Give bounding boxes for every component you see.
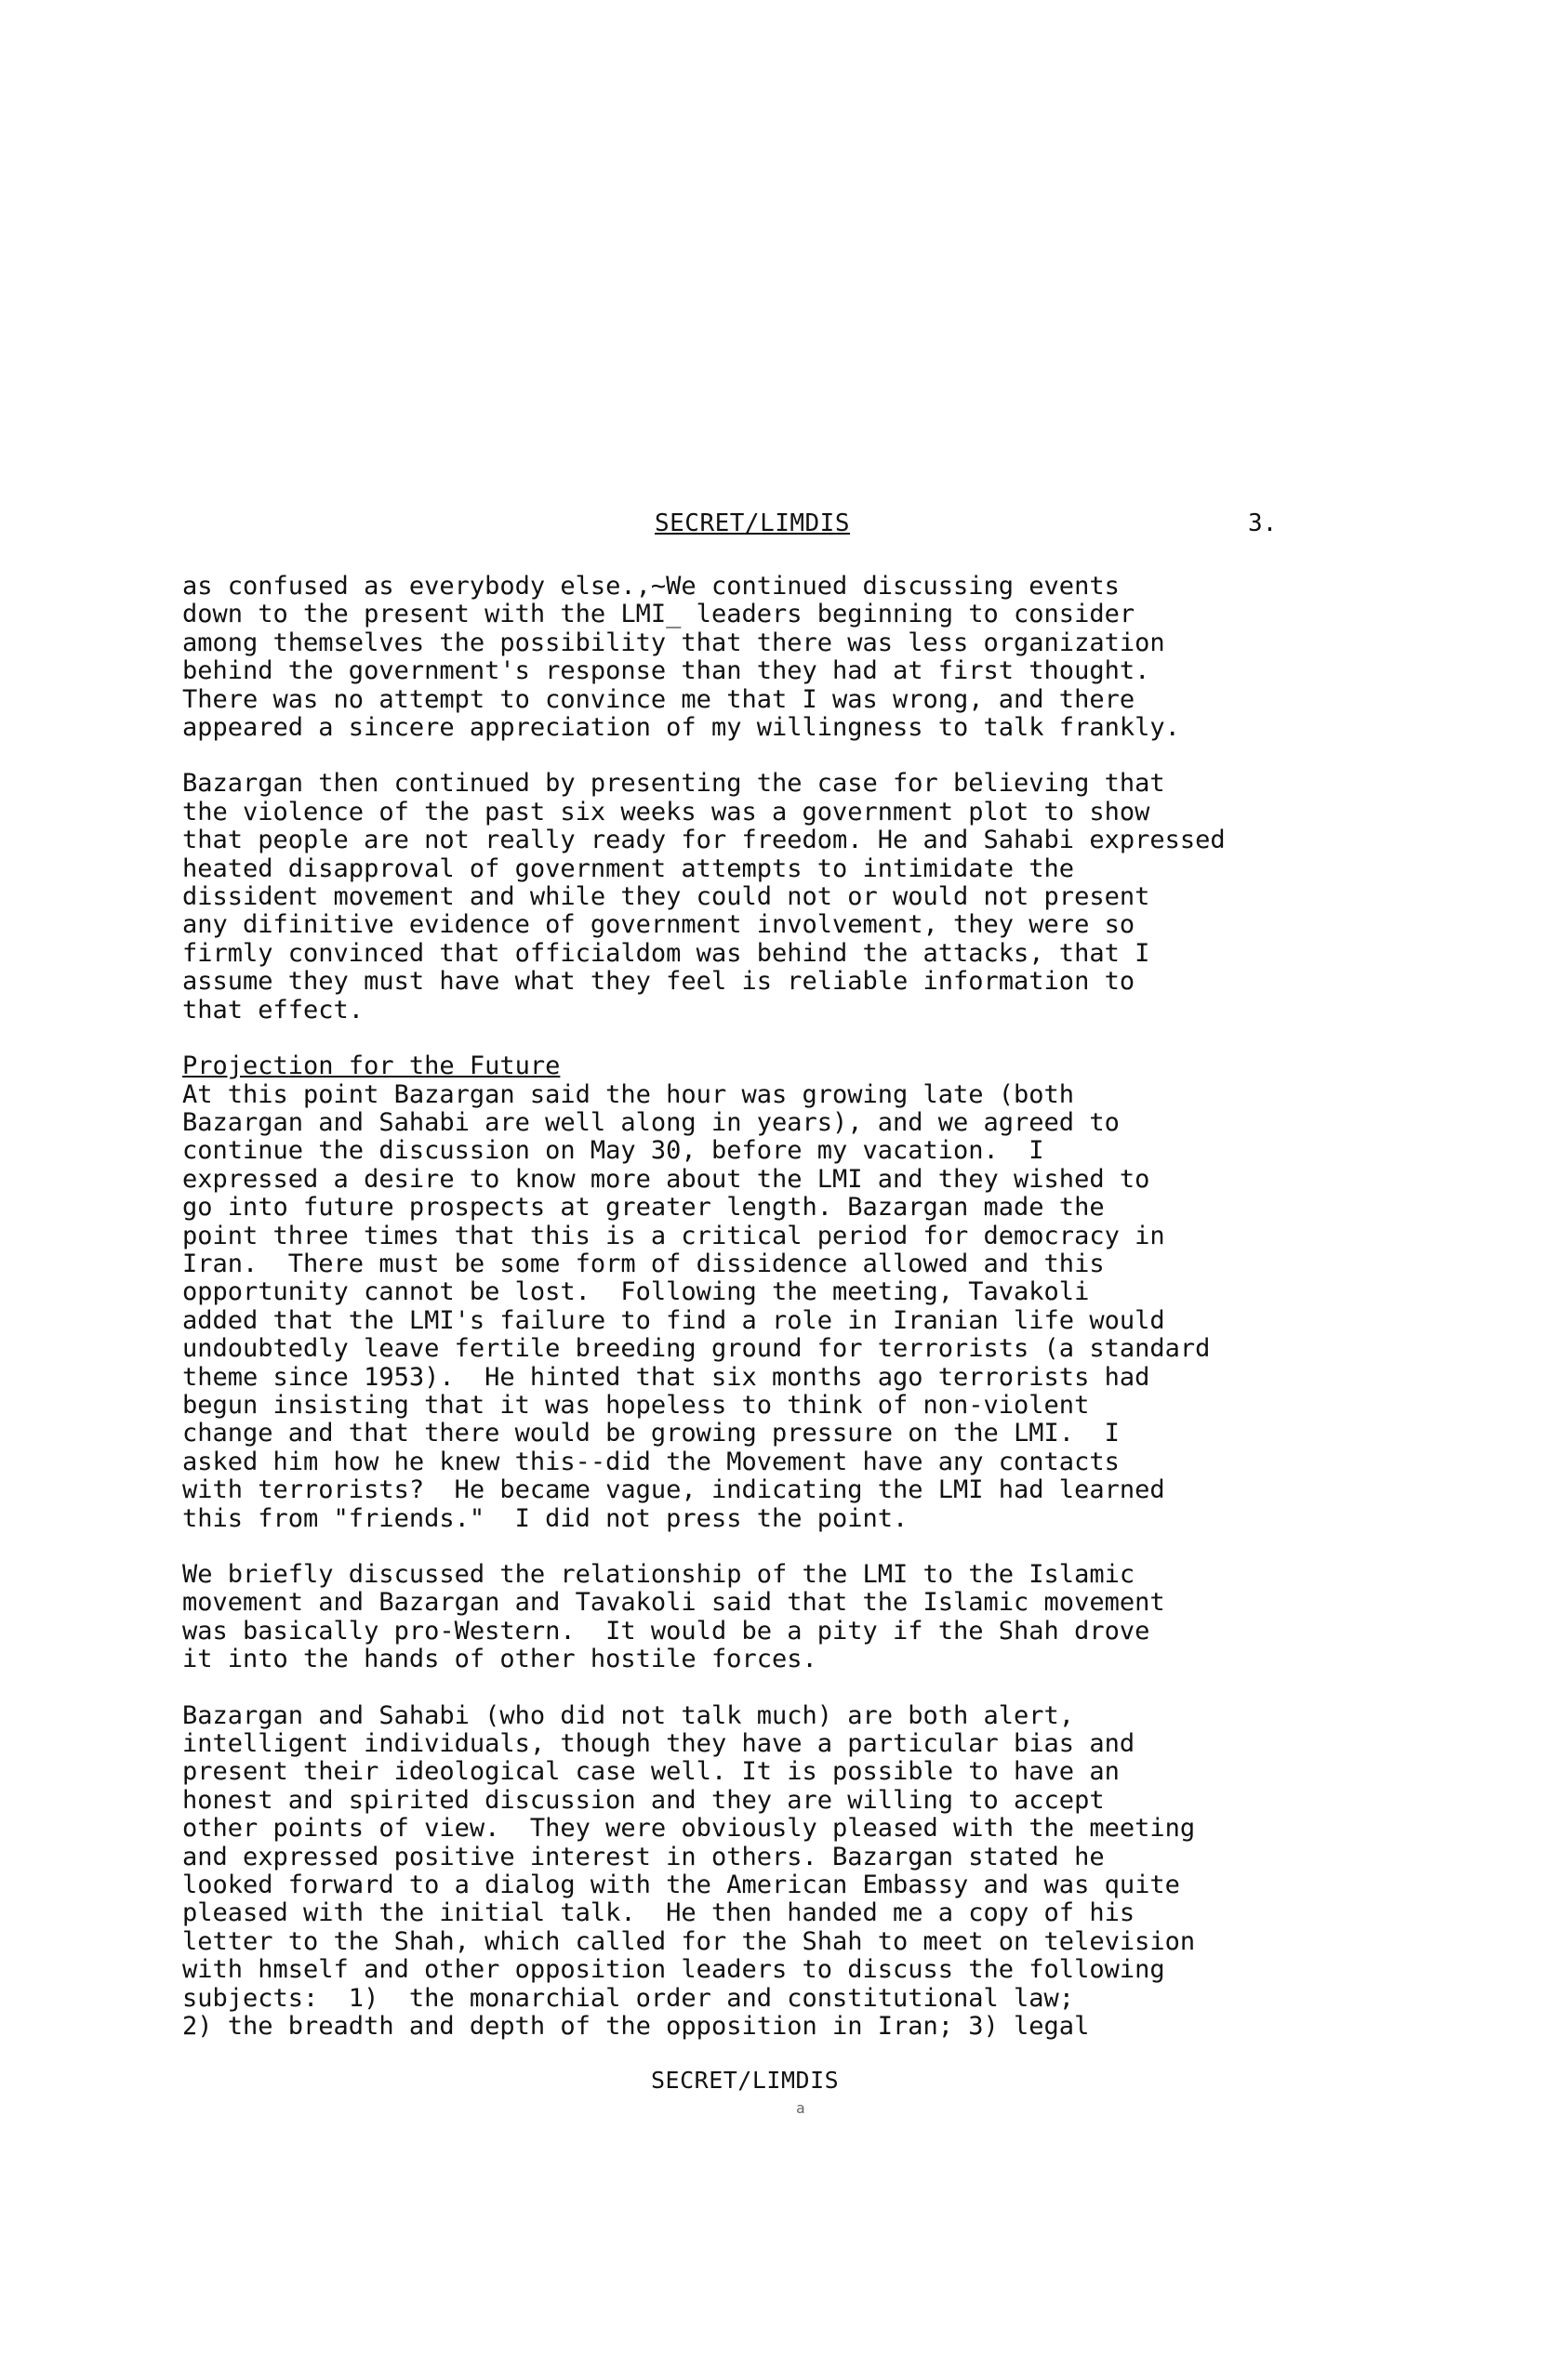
text-line: At this point Bazargan said the hour was growing late (both [182, 1079, 1075, 1109]
paragraph [182, 1052, 1363, 1533]
text-line: change and that there would be growing pressure on the LMI. I [182, 1419, 1120, 1448]
text-line: pleased with the initial talk. He then handed me a copy of his [182, 1898, 1135, 1928]
text-line: go into future prospects at greater length. Bazargan made the [182, 1193, 1105, 1223]
text-line: Bazargan and Sahabi are well along in years), and we agreed to [182, 1107, 1120, 1137]
text-line: firmly convinced that officialdom was behind the attacks, that I [182, 938, 1150, 968]
text-line: Iran. There must be some form of dissidence allowed and this [182, 1249, 1105, 1278]
paragraph [182, 1561, 1363, 1674]
text-line: expressed a desire to know more about the LMI and they wished to [182, 1164, 1150, 1194]
text-line: other points of view. They were obviously pleased with the meeting [182, 1814, 1196, 1844]
text-line: heated disapproval of government attempts to intimidate the [182, 853, 1075, 883]
text-line: continue the discussion on May 30, before my vacation. I [182, 1136, 1044, 1166]
text-line: movement and Bazargan and Tavakoli said that the Islamic movement [182, 1588, 1165, 1618]
text-line: There was no attempt to convince me that I was wrong, and there [182, 684, 1135, 714]
document-body [182, 573, 1363, 2069]
text-line: dissident movement and while they could not or would not present [182, 882, 1150, 912]
text-line: 2) the breadth and depth of the opposition in Iran; 3) legal [182, 2012, 1090, 2042]
header-classification: SECRET/LIMDIS [655, 509, 850, 537]
text-line: subjects: 1) the monarchial order and constitutional law; [182, 1983, 1075, 2013]
text-line: added that the LMI's failure to find a role in Iranian life would [182, 1305, 1165, 1335]
text-line: theme since 1953). He hinted that six months ago terrorists had [182, 1362, 1150, 1392]
text-line: this from "friends." I did not press the point. [182, 1503, 909, 1533]
paragraph [182, 1702, 1363, 2042]
page-number: 3. [1248, 509, 1278, 537]
text-line: asked him how he knew this--did the Movement have any contacts [182, 1447, 1120, 1476]
text-line: that effect. [182, 995, 365, 1025]
text-line: Bazargan and Sahabi (who did not talk much) are both alert, [182, 1700, 1075, 1730]
text-line: begun insisting that it was hopeless to think of non-violent [182, 1390, 1090, 1420]
text-line: down to the present with the LMI_ leaders beginning to consider [182, 600, 1135, 629]
text-line: We briefly discussed the relationship of the LMI to the Islamic [182, 1560, 1135, 1589]
text-line: and expressed positive interest in others. Bazargan stated he [182, 1842, 1105, 1871]
footer-classification: SECRET/LIMDIS [651, 2067, 840, 2094]
text-line: opportunity cannot be lost. Following the meeting, Tavakoli [182, 1277, 1090, 1307]
text-line: appeared a sincere appreciation of my willingness to talk frankly. [182, 713, 1180, 743]
text-line: as confused as everybody else.,~We continued discussing events [182, 572, 1120, 601]
text-line: letter to the Shah, which called for the Shah to meet on television [182, 1926, 1196, 1956]
text-line: assume they must have what they feel is reliable information to [182, 967, 1135, 997]
text-line: point three times that this is a critical period for democracy in [182, 1221, 1165, 1250]
text-line: with hmself and other opposition leaders to discuss the following [182, 1955, 1165, 1985]
text-line: looked forward to a dialog with the American Embassy and was quite [182, 1871, 1180, 1900]
text-line: among themselves the possibility that there was less organization [182, 628, 1165, 657]
text-line: it into the hands of other hostile forces. [182, 1645, 817, 1674]
text-line: undoubtedly leave fertile breeding ground for terrorists (a standard [182, 1334, 1211, 1364]
text-line: present their ideological case well. It is possible to have an [182, 1757, 1120, 1787]
text-line: behind the government's response than they had at first thought. [182, 656, 1150, 686]
paragraph [182, 770, 1363, 1025]
text-line: any difinitive evidence of government involvement, they were so [182, 910, 1135, 940]
section-heading: Projection for the Future [182, 1051, 561, 1081]
paragraph [182, 573, 1363, 742]
text-line: intelligent individuals, though they have a particular bias and [182, 1729, 1135, 1759]
text-line: Bazargan then continued by presenting the case for believing that [182, 769, 1165, 799]
text-line: honest and spirited discussion and they are willing to accept [182, 1785, 1105, 1815]
text-line: with terrorists? He became vague, indicating the LMI had learned [182, 1475, 1165, 1505]
text-line: was basically pro-Western. It would be a pity if the Shah drove [182, 1616, 1150, 1646]
footer-mark: a [796, 2099, 805, 2117]
text-line: that people are not really ready for freedom. He and Sahabi expressed [182, 826, 1226, 855]
text-line: the violence of the past six weeks was a government plot to show [182, 797, 1150, 826]
